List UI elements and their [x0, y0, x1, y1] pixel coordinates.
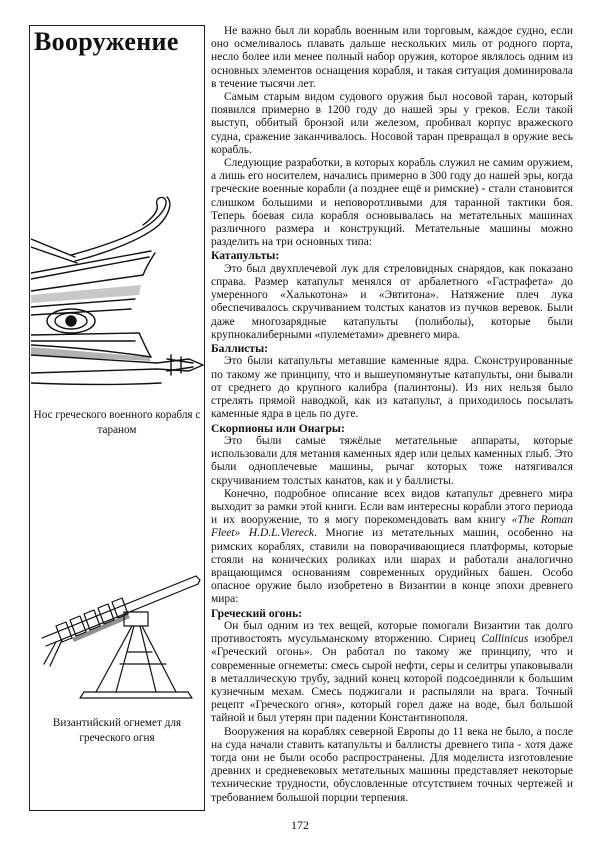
- paragraph: Самым старым видом судового оружия был носовой таран, который появился примерно в 1200 году до нашей эры у греков. Если такой выступ, оббитый бронзой или железом, пробивал корпус вражеского судна, сражение заканчивалось. Носовой таран превращал в оружие весь корабль.: [211, 91, 573, 156]
- paragraph: Не важно был ли корабль военным или торговым, каждое судно, если оно осмеливалось плавать дальше нескольких миль от родного порта, несло более или менее полный набор оружия, которое являлось одним из основных элементов оснащения корабля, и такая ситуация доминировала в течение тысячи лет.: [211, 25, 573, 90]
- subheading-ballistae: Баллисты:: [211, 342, 269, 356]
- subheading-greek-fire: Греческий огонь:: [211, 606, 303, 620]
- text-run: . Многие из метательных машин, особенно на римских кораблях, ставили на поворачивающиеся платформы, которые стояли на конических роликах или шарах и работали аналогично вращающимся основаниям современных орудийных башен. Особо опасное оружие было изобретено в Византии в конце эпохи древнего мира:: [211, 527, 574, 606]
- flamethrower-siphon-illustration: [36, 568, 202, 708]
- paragraph: Это был двухплечевой лук для стреловидных снарядов, как показано справа. Размер катапульт менялся от арбалетного «Гастрафета» до умеренного «Халькотона» и «Эвтитона». Натяжение плеч лука обеспечивалось скручиванием толстых канатов из пучков веревок. Были даже многозарядные катапульты (полиболы), которые были крупнокалиберными «пулеметами» древнего мира.: [211, 262, 573, 341]
- page-title: Вооружение: [34, 27, 179, 56]
- paragraph: Следующие разработки, в которых корабль служил не самим оружием, а лишь его носителем, начались примерно в 300 году до нашей эры, когда греческие военные корабли (а позднее ещё и римские) - стали становится слишком большими и неповоротливыми для таранной тактики боя. Теперь боевая сила корабля основывалась на метательных машинах различного размера и конструкций. Метательные машины можно разделить на три основных типа:: [211, 157, 573, 249]
- paragraph: Это были самые тяжёлые метательные аппараты, которые использовали для метания каменных ядер или целых каменных глыб. Это были одноплечевые машины, рычаг которых тоже натягивался скручиванием толстых канатов, как и у баллисты.: [211, 434, 573, 487]
- subheading-scorpions: Скорпионы или Онагры:: [211, 421, 345, 435]
- main-text-column: [211, 25, 573, 805]
- figure-caption-ship-bow: Нос греческого военного корабля с тараном: [33, 409, 201, 436]
- subheading-catapults: Катапульты:: [211, 249, 280, 263]
- text-run: изобрел «Греческий огонь». Он работал по такому же принципу, что и современные огнеметы: смесь сырой нефти, серы и селитры упаковывали в металлическую трубу, задний конец которой подсоединяли к большим кузнечным мехам. Смесь поджигали и распыляли на врага. Точный рецепт «Греческого огня», который горел даже на воде, был большой тайной и был утерян при падении Константинополя.: [211, 633, 573, 725]
- text-run: Конечно, подробное описание всех видов катапульт древнего мира выходит за рамки этой книги. Если вам интересны корабли этого периода и их вооружение, то я могу порекомендовать вам книгу: [211, 487, 573, 527]
- paragraph: [211, 620, 573, 726]
- inventor-name: Callinicus: [481, 633, 529, 646]
- paragraph: Вооружения на кораблях северной Европы до 11 века не было, а после на суда начали ставить катапульты и баллисты древнего типа - хотя даже тогда они не были особо распространены. Для моделиста изготовление древних и средневековых метательных машины представляет некоторые технические трудности, обусловленные отсутствием точных чертежей и требованием большой порции терпения.: [211, 725, 573, 804]
- page-number: 172: [291, 818, 309, 832]
- figure-caption-flamethrower: Византийский огнемет для греческого огня: [52, 717, 182, 744]
- ship-bow-ram-illustration: [31, 195, 205, 400]
- book-title: «The Roman Fleet» H.D.L.Viereck: [211, 514, 573, 540]
- text-run: Он был одним из тех вещей, которые помогали Византии так долго противостоять мусульманскому вторжению. Сириец: [211, 619, 573, 646]
- paragraph: [211, 488, 573, 607]
- paragraph: Это были катапульты метавшие каменные ядра. Сконструированные по такому же принципу, что и вышеупомянутые катапульты, они бывали от среднего до крупного калибра (палинтоны). Из них нельзя было стрелять прямой наводкой, как из катапульт, а приходилось посылать каменные ядра в цель по дуге.: [211, 355, 573, 421]
